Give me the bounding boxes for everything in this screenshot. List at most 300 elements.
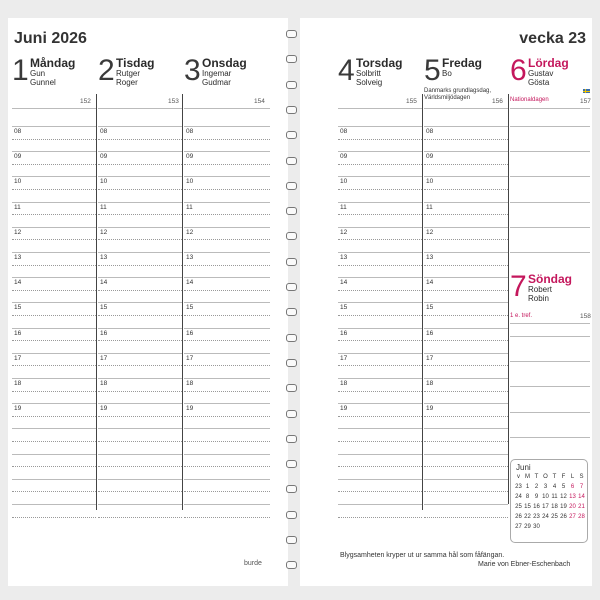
mini-calendar-day: 24 <box>542 514 549 520</box>
day-of-year: 157 <box>580 98 591 105</box>
hour-rule <box>12 277 96 278</box>
hour-rule <box>184 252 270 253</box>
half-hour-rule <box>98 466 182 467</box>
hour-rule <box>510 412 590 413</box>
hour-rule <box>12 504 96 505</box>
binding-ring <box>286 30 297 38</box>
hour-rule <box>424 302 508 303</box>
name-day: Ingemar <box>202 69 232 78</box>
hour-rule <box>338 353 422 354</box>
mini-calendar-day: 13 <box>569 494 576 500</box>
mini-calendar-header: T <box>534 474 539 480</box>
hour-rule <box>510 202 590 203</box>
half-hour-rule <box>338 340 422 341</box>
day-name: Fredag <box>442 56 483 70</box>
quote-text: Blygsamheten kryper ut ur samma hål som fåfängan. <box>340 552 505 559</box>
hour-rule <box>424 328 508 329</box>
hour-rule <box>98 378 182 379</box>
name-day: Solveig <box>356 78 383 87</box>
half-hour-rule <box>338 517 422 518</box>
hour-rule <box>184 151 270 152</box>
name-days <box>442 69 452 78</box>
half-hour-rule <box>184 315 270 316</box>
hour-label: 17 <box>340 354 348 362</box>
hour-label: 09 <box>186 153 194 161</box>
hour-rule <box>424 277 508 278</box>
hour-rule <box>424 151 508 152</box>
hour-rule <box>98 328 182 329</box>
half-hour-rule <box>98 139 182 140</box>
binding-ring <box>286 511 297 519</box>
half-hour-rule <box>98 189 182 190</box>
mini-calendar-header: v <box>517 474 520 480</box>
hour-label: 10 <box>14 178 22 186</box>
binding-ring <box>286 258 297 266</box>
hour-rule <box>184 454 270 455</box>
month-title: Juni 2026 <box>14 30 87 47</box>
day-number: 5 <box>424 54 441 87</box>
mini-calendar-day: 26 <box>515 514 522 520</box>
hour-label: 10 <box>340 178 348 186</box>
half-hour-rule <box>184 290 270 291</box>
mini-calendar <box>510 459 588 543</box>
hour-rule <box>184 378 270 379</box>
binding-ring <box>286 157 297 165</box>
half-hour-rule <box>424 466 508 467</box>
hour-rule <box>12 454 96 455</box>
mini-calendar-day: 27 <box>569 514 576 520</box>
mini-calendar-day: 6 <box>570 484 575 490</box>
mini-calendar-day: 5 <box>561 484 566 490</box>
half-hour-rule <box>98 340 182 341</box>
hour-rule <box>184 353 270 354</box>
hour-label: 12 <box>186 228 194 236</box>
half-hour-rule <box>184 139 270 140</box>
mini-calendar-header: F <box>561 474 566 480</box>
quote-author: Marie von Ebner-Eschenbach <box>478 561 571 568</box>
half-hour-rule <box>338 290 422 291</box>
hour-label: 10 <box>426 178 434 186</box>
half-hour-rule <box>424 315 508 316</box>
swedish-flag-icon <box>583 89 590 93</box>
hour-rule <box>12 428 96 429</box>
name-days <box>528 285 552 303</box>
half-hour-rule <box>12 517 96 518</box>
hour-label: 11 <box>100 203 107 211</box>
hour-label: 09 <box>100 153 108 161</box>
hour-label: 12 <box>340 228 348 236</box>
day-of-year: 152 <box>80 98 91 105</box>
mini-calendar-header: M <box>525 474 530 480</box>
half-hour-rule <box>98 164 182 165</box>
half-hour-rule <box>338 315 422 316</box>
hour-label: 14 <box>186 279 194 287</box>
mini-calendar-day: 12 <box>560 494 567 500</box>
hour-rule <box>424 353 508 354</box>
name-days <box>356 69 382 87</box>
mini-calendar-header: O <box>543 474 548 480</box>
hour-label: 15 <box>426 304 434 312</box>
day-number: 1 <box>12 54 29 87</box>
day-name: Tisdag <box>116 56 155 70</box>
hour-rule <box>338 302 422 303</box>
day-of-year: 153 <box>168 98 179 105</box>
half-hour-rule <box>12 139 96 140</box>
half-hour-rule <box>184 239 270 240</box>
half-hour-rule <box>12 391 96 392</box>
half-hour-rule <box>98 365 182 366</box>
holiday-note: 1 e. tref. <box>510 313 533 319</box>
hour-rule <box>12 403 96 404</box>
hour-rule <box>424 126 508 127</box>
half-hour-rule <box>338 189 422 190</box>
day-top-rule <box>510 108 590 109</box>
mini-calendar-day: 29 <box>524 524 531 530</box>
mini-calendar-day: 17 <box>542 504 549 510</box>
hour-rule <box>338 227 422 228</box>
hour-label: 12 <box>14 228 22 236</box>
hour-label: 17 <box>14 354 22 362</box>
binding-ring <box>286 435 297 443</box>
column-divider <box>96 94 97 510</box>
day-number: 7 <box>510 270 527 303</box>
hour-rule <box>184 126 270 127</box>
mini-calendar-day: 18 <box>551 504 558 510</box>
day-number: 4 <box>338 54 355 87</box>
day-top-rule <box>338 108 422 109</box>
mini-calendar-header: S <box>579 474 584 480</box>
hour-label: 18 <box>426 380 434 387</box>
mini-calendar-header: L <box>570 474 575 480</box>
hour-rule <box>510 151 590 152</box>
hour-rule <box>98 454 182 455</box>
mini-calendar-day: 16 <box>533 504 540 510</box>
half-hour-rule <box>98 416 182 417</box>
hour-label: 13 <box>100 254 108 261</box>
hour-label: 16 <box>186 329 194 337</box>
binding-ring <box>286 561 297 569</box>
hour-label: 12 <box>100 228 108 236</box>
half-hour-rule <box>98 491 182 492</box>
binding-ring <box>286 384 297 392</box>
half-hour-rule <box>424 265 508 266</box>
hour-rule <box>184 302 270 303</box>
half-hour-rule <box>424 491 508 492</box>
half-hour-rule <box>184 441 270 442</box>
name-days <box>30 69 56 87</box>
mini-calendar-day: 27 <box>515 524 522 530</box>
half-hour-rule <box>338 441 422 442</box>
half-hour-rule <box>98 290 182 291</box>
hour-label: 19 <box>14 405 22 413</box>
left-page <box>8 18 288 586</box>
half-hour-rule <box>98 214 182 215</box>
name-day: Bo <box>442 69 452 78</box>
mini-calendar-title: Juni <box>516 463 531 472</box>
half-hour-rule <box>338 365 422 366</box>
half-hour-rule <box>338 164 422 165</box>
hour-label: 16 <box>100 329 108 337</box>
hour-rule <box>98 252 182 253</box>
hour-label: 09 <box>14 153 22 161</box>
half-hour-rule <box>98 265 182 266</box>
mini-calendar-day: 3 <box>543 484 548 490</box>
half-hour-rule <box>12 491 96 492</box>
half-hour-rule <box>12 290 96 291</box>
half-hour-rule <box>12 365 96 366</box>
mini-calendar-day: 8 <box>525 494 530 500</box>
mini-calendar-day: 2 <box>534 484 539 490</box>
name-days <box>116 69 140 87</box>
half-hour-rule <box>12 265 96 266</box>
hour-rule <box>510 176 590 177</box>
day-top-rule <box>510 323 590 324</box>
hour-rule <box>98 403 182 404</box>
half-hour-rule <box>184 416 270 417</box>
hour-label: 16 <box>426 329 434 337</box>
day-name: Onsdag <box>202 56 247 70</box>
hour-rule <box>424 479 508 480</box>
binding-ring <box>286 207 297 215</box>
hour-rule <box>338 378 422 379</box>
half-hour-rule <box>12 315 96 316</box>
half-hour-rule <box>184 340 270 341</box>
hour-rule <box>184 227 270 228</box>
half-hour-rule <box>12 239 96 240</box>
hour-rule <box>12 126 96 127</box>
half-hour-rule <box>184 189 270 190</box>
mini-calendar-day: 19 <box>560 504 567 510</box>
half-hour-rule <box>12 466 96 467</box>
day-top-rule <box>12 108 96 109</box>
hour-rule <box>424 176 508 177</box>
name-day: Gun <box>30 69 46 78</box>
half-hour-rule <box>12 164 96 165</box>
day-top-rule <box>184 108 270 109</box>
day-number: 3 <box>184 54 201 87</box>
binding-ring <box>286 81 297 89</box>
name-days <box>528 69 553 87</box>
binding-ring <box>286 410 297 418</box>
hour-label: 16 <box>340 329 348 337</box>
hour-label: 14 <box>14 279 22 287</box>
half-hour-rule <box>98 391 182 392</box>
hour-rule <box>12 378 96 379</box>
hour-label: 15 <box>340 304 348 312</box>
hour-rule <box>338 454 422 455</box>
day-of-year: 156 <box>492 98 503 105</box>
binding-ring <box>286 283 297 291</box>
holiday-note: Danmarks grundlagsdag, Världsmiljödagen <box>424 88 492 101</box>
hour-rule <box>12 151 96 152</box>
hour-rule <box>12 227 96 228</box>
half-hour-rule <box>424 139 508 140</box>
binding-ring <box>286 536 297 544</box>
half-hour-rule <box>98 517 182 518</box>
mini-calendar-day: 22 <box>524 514 531 520</box>
hour-rule <box>338 504 422 505</box>
hour-rule <box>338 252 422 253</box>
brand-logo: burde <box>244 560 262 567</box>
hour-rule <box>510 252 590 253</box>
hour-rule <box>184 403 270 404</box>
hour-rule <box>98 227 182 228</box>
hour-label: 09 <box>426 153 434 161</box>
half-hour-rule <box>12 441 96 442</box>
mini-calendar-day: 14 <box>578 494 585 500</box>
name-day: Robin <box>528 294 549 303</box>
binding-ring <box>286 308 297 316</box>
hour-label: 19 <box>186 405 194 413</box>
hour-rule <box>338 202 422 203</box>
name-day: Solbritt <box>356 69 381 78</box>
half-hour-rule <box>424 365 508 366</box>
hour-rule <box>338 479 422 480</box>
binding-ring <box>286 485 297 493</box>
binding-ring <box>286 460 297 468</box>
hour-label: 15 <box>100 304 108 312</box>
hour-label: 08 <box>426 128 434 135</box>
hour-label: 11 <box>186 203 193 211</box>
hour-rule <box>184 277 270 278</box>
day-of-year: 155 <box>406 98 417 105</box>
hour-label: 17 <box>426 354 434 362</box>
half-hour-rule <box>12 416 96 417</box>
hour-rule <box>510 386 590 387</box>
hour-rule <box>98 126 182 127</box>
hour-label: 18 <box>100 380 108 387</box>
half-hour-rule <box>184 164 270 165</box>
mini-calendar-day: 30 <box>533 524 540 530</box>
hour-label: 18 <box>340 380 348 387</box>
binding-ring <box>286 182 297 190</box>
hour-rule <box>98 176 182 177</box>
half-hour-rule <box>424 164 508 165</box>
half-hour-rule <box>338 491 422 492</box>
hour-label: 13 <box>14 254 22 261</box>
hour-rule <box>98 504 182 505</box>
column-divider <box>508 94 509 504</box>
hour-rule <box>338 277 422 278</box>
name-day: Gustav <box>528 69 554 78</box>
name-days <box>202 69 231 87</box>
hour-label: 18 <box>14 380 22 387</box>
hour-rule <box>510 126 590 127</box>
day-name: Måndag <box>30 56 76 70</box>
hour-rule <box>424 504 508 505</box>
hour-label: 14 <box>426 279 434 287</box>
mini-calendar-day: 9 <box>534 494 539 500</box>
mini-calendar-day: 26 <box>560 514 567 520</box>
half-hour-rule <box>338 265 422 266</box>
hour-rule <box>12 202 96 203</box>
hour-rule <box>510 361 590 362</box>
hour-label: 10 <box>100 178 108 186</box>
hour-label: 08 <box>186 128 194 135</box>
hour-rule <box>424 252 508 253</box>
mini-calendar-day: 7 <box>579 484 584 490</box>
hour-label: 16 <box>14 329 22 337</box>
hour-rule <box>12 479 96 480</box>
day-number: 6 <box>510 54 527 87</box>
day-name: Söndag <box>528 272 572 286</box>
half-hour-rule <box>424 340 508 341</box>
hour-rule <box>12 353 96 354</box>
hour-label: 19 <box>100 405 108 413</box>
half-hour-rule <box>338 466 422 467</box>
half-hour-rule <box>424 416 508 417</box>
name-day: Gudmar <box>202 78 231 87</box>
half-hour-rule <box>338 139 422 140</box>
hour-label: 19 <box>426 405 434 413</box>
binding-ring <box>286 232 297 240</box>
hour-rule <box>510 437 590 438</box>
half-hour-rule <box>424 517 508 518</box>
day-of-year: 154 <box>254 98 265 105</box>
hour-label: 11 <box>426 203 433 211</box>
mini-calendar-day: 11 <box>551 494 558 500</box>
mini-calendar-day: 20 <box>569 504 576 510</box>
day-top-rule <box>424 108 508 109</box>
hour-label: 14 <box>340 279 348 287</box>
half-hour-rule <box>184 517 270 518</box>
mini-calendar-header: T <box>552 474 557 480</box>
hour-label: 11 <box>14 203 21 211</box>
hour-rule <box>12 302 96 303</box>
hour-label: 08 <box>14 128 22 135</box>
hour-rule <box>424 428 508 429</box>
hour-rule <box>184 328 270 329</box>
hour-rule <box>338 126 422 127</box>
half-hour-rule <box>184 265 270 266</box>
mini-calendar-day: 24 <box>515 494 522 500</box>
hour-label: 19 <box>340 405 348 413</box>
half-hour-rule <box>424 239 508 240</box>
hour-rule <box>98 151 182 152</box>
half-hour-rule <box>424 441 508 442</box>
binding-ring <box>286 55 297 63</box>
mini-calendar-day: 4 <box>552 484 557 490</box>
column-divider <box>422 94 423 510</box>
hour-label: 08 <box>340 128 348 135</box>
day-top-rule <box>98 108 182 109</box>
half-hour-rule <box>98 239 182 240</box>
half-hour-rule <box>338 214 422 215</box>
binding-ring <box>286 334 297 342</box>
half-hour-rule <box>184 491 270 492</box>
mini-calendar-day: 23 <box>515 484 522 490</box>
day-name: Torsdag <box>356 56 403 70</box>
hour-rule <box>98 202 182 203</box>
hour-rule <box>424 454 508 455</box>
half-hour-rule <box>424 189 508 190</box>
hour-rule <box>510 227 590 228</box>
hour-rule <box>12 176 96 177</box>
half-hour-rule <box>12 340 96 341</box>
name-day: Gösta <box>528 78 550 87</box>
name-day: Robert <box>528 285 553 294</box>
mini-calendar-day: 28 <box>578 514 585 520</box>
mini-calendar-day: 1 <box>525 484 530 490</box>
hour-rule <box>338 176 422 177</box>
hour-label: 17 <box>100 354 108 362</box>
half-hour-rule <box>184 391 270 392</box>
hour-label: 13 <box>340 254 348 261</box>
hour-rule <box>424 403 508 404</box>
half-hour-rule <box>424 391 508 392</box>
hour-rule <box>424 378 508 379</box>
half-hour-rule <box>338 239 422 240</box>
